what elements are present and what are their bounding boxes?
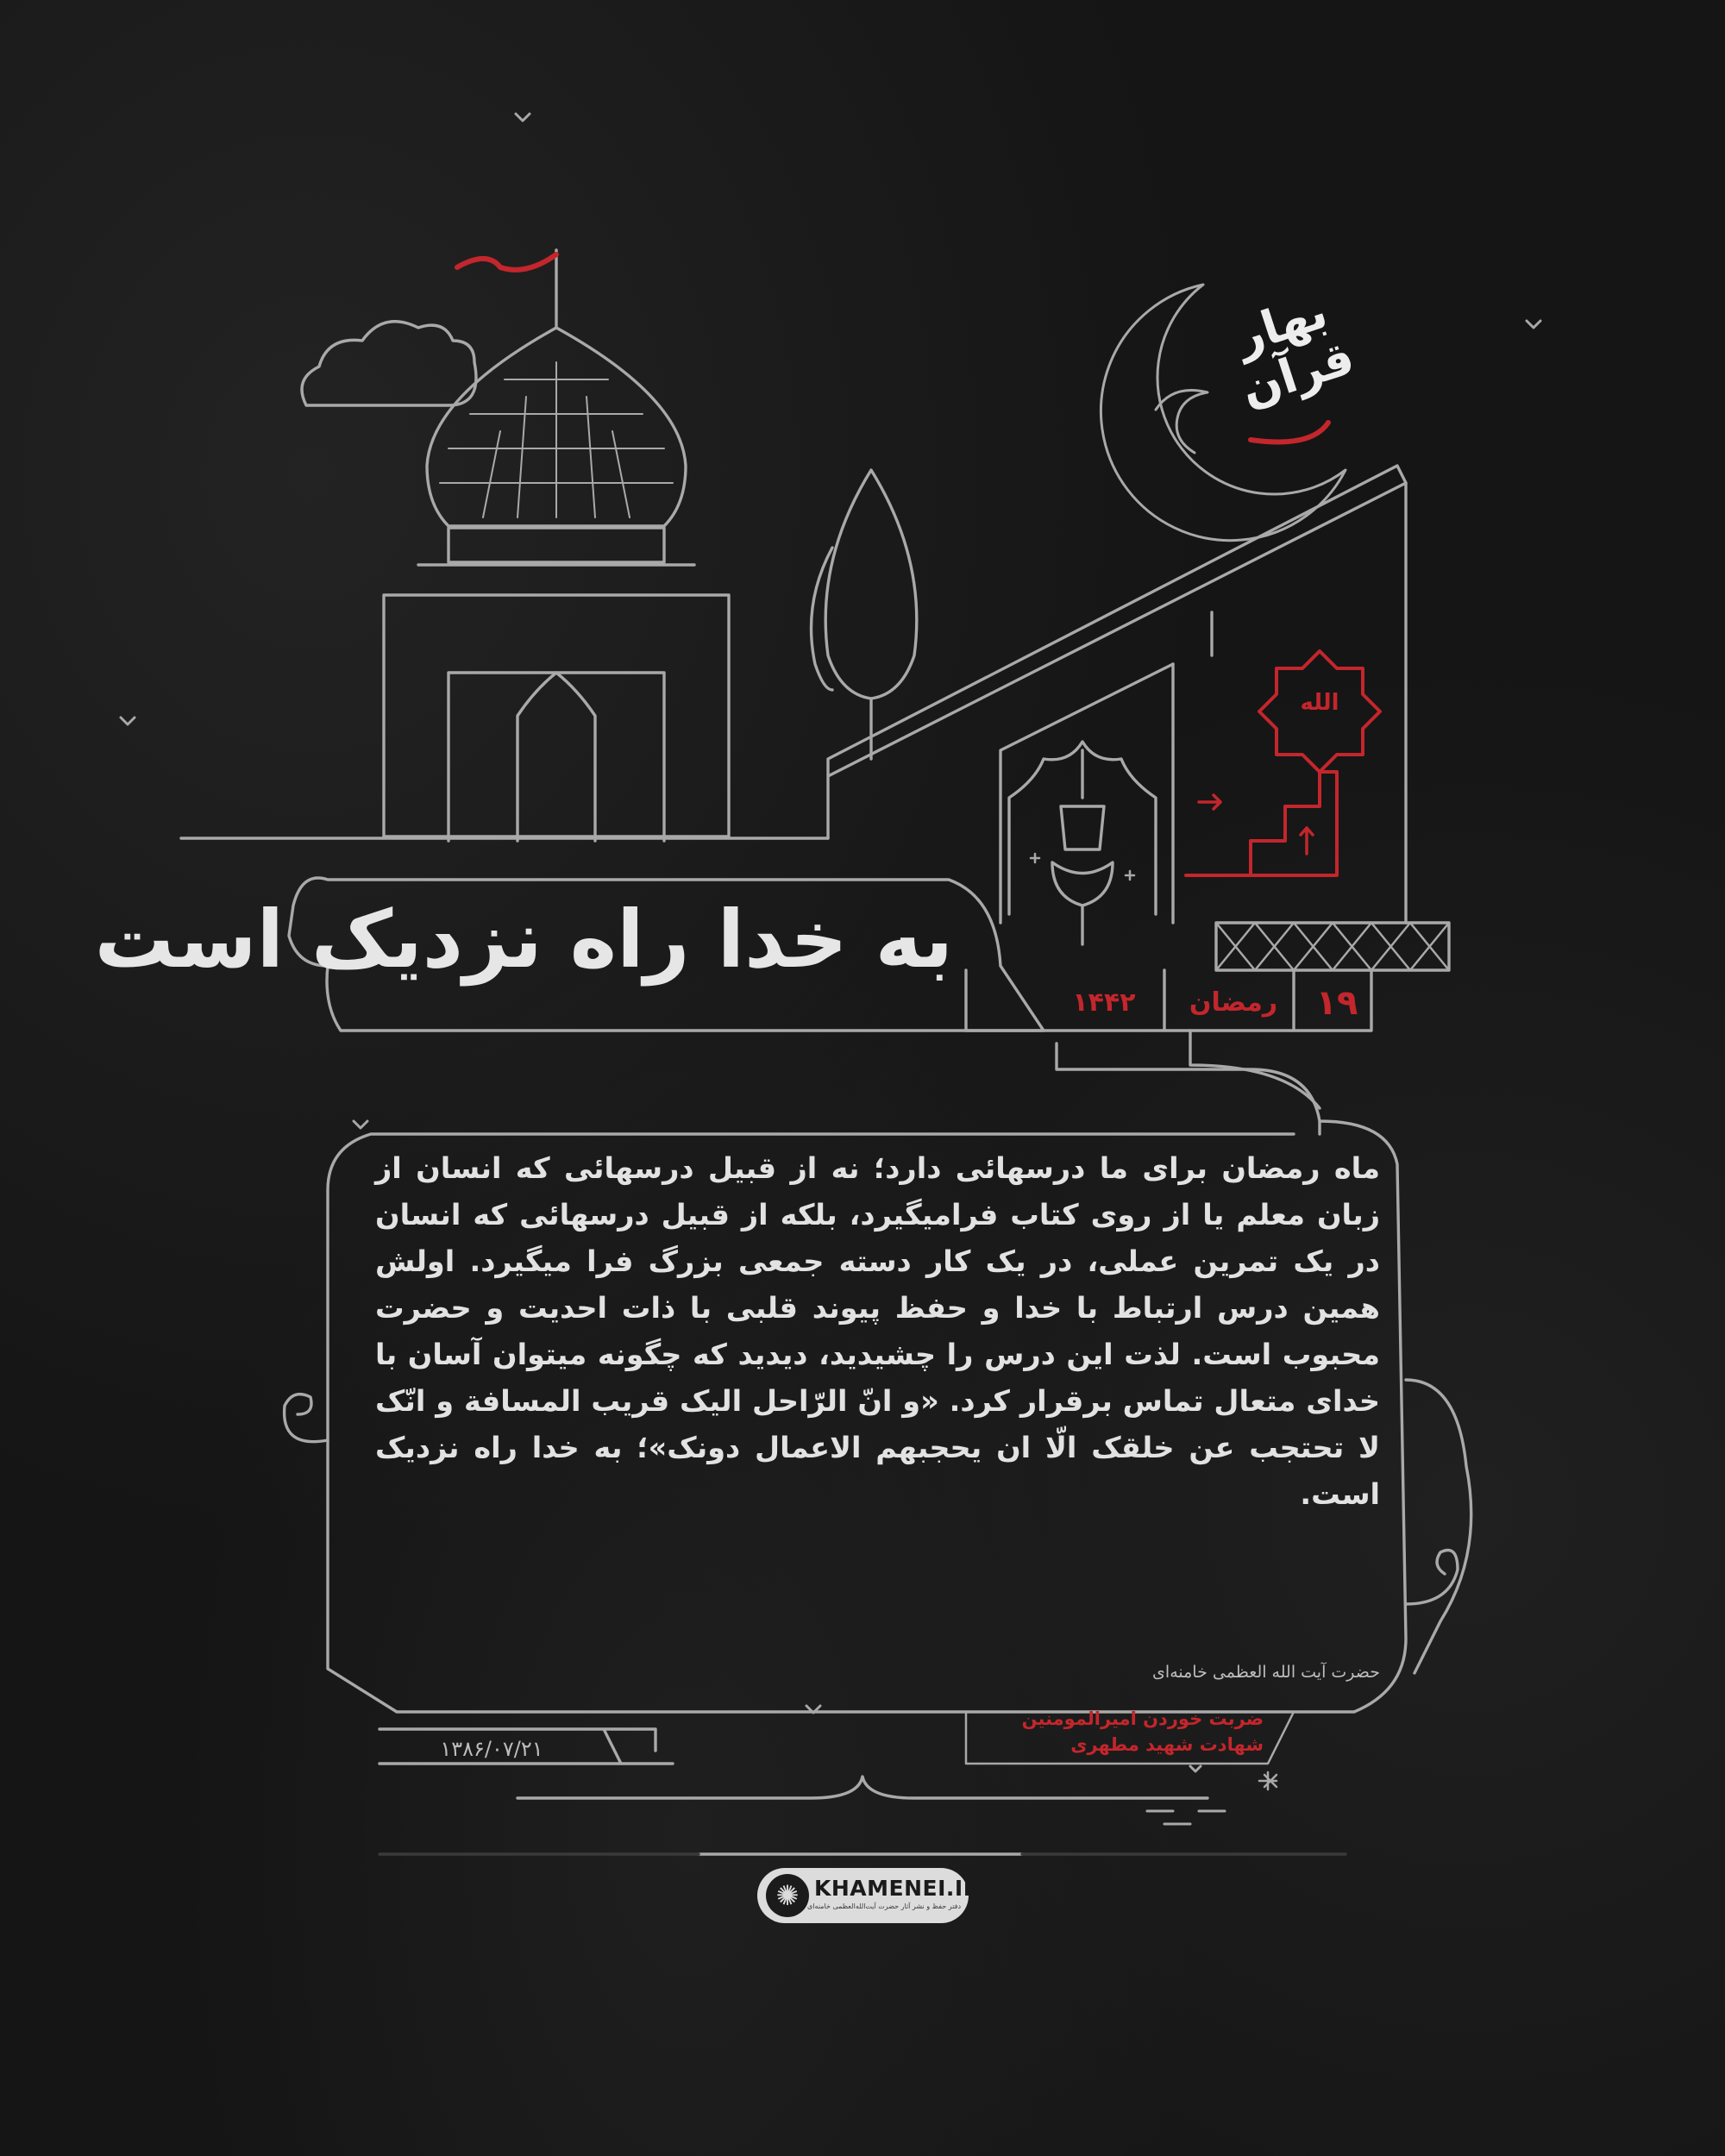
quote-body: ماه رمضان برای ما درسهائی دارد؛ نه از قبیل درسهائی که انسان از زبان معلم یا از روی کتاب فرامیگیرد، بلکه از قبیل درسهائی که انسان در یک تمرین عملی، در یک کار دسته جمعی بزرگ فرا میگیرد. اولش همین درس ارتباط با خدا و حفظ پیوند قلبی با ذات احدیت و حضرت محبوب است. لذت این درس را چشیدید، دیدید که چگونه میتوان آسان با خدای متعال تماس برقرار کرد. «و انّ الرّاحل الیک قریب المسافة و انّک لا تحتجب عن خلقک الّا ان یحجبهم الاعمال دونک»؛ به خدا راه نزدیک است. [375,1151,1380,1511]
speech-date: ۱۳۸۶/۰۷/۲۱ [440,1737,543,1761]
occasion-line-2: شهادت شهید مطهری [1070,1734,1264,1755]
allah-calligraphy: الله [1300,690,1339,716]
tree-icon [812,470,917,759]
logo-text: KHAMENEI.IR [814,1876,981,1901]
quote-attribution: حضرت آیت الله العظمی خامنه‌ای [1152,1663,1380,1682]
series-calligraphy: بهار قرآن [1228,284,1361,417]
dome-icon [384,250,729,841]
date-day: ۱۹ [1315,983,1358,1023]
cloud-icon [302,322,476,405]
date-year: ۱۴۴۲ [1072,987,1136,1018]
site-logo[interactable] [757,1868,981,1923]
occasion-line-1: ضربت خوردن امیرالمومنین [1021,1708,1264,1729]
date-month: رمضان [1189,987,1278,1018]
headline: به خدا راه نزدیک است [94,893,953,986]
lantern-icon [1031,750,1134,944]
occasion-note [979,1706,1264,1758]
logo-subtitle: دفتر حفظ و نشر آثار حضرت آیت‌الله‌العظمی خامنه‌ای [807,1902,961,1910]
khamenei-logo-icon: ✺ [766,1874,809,1917]
